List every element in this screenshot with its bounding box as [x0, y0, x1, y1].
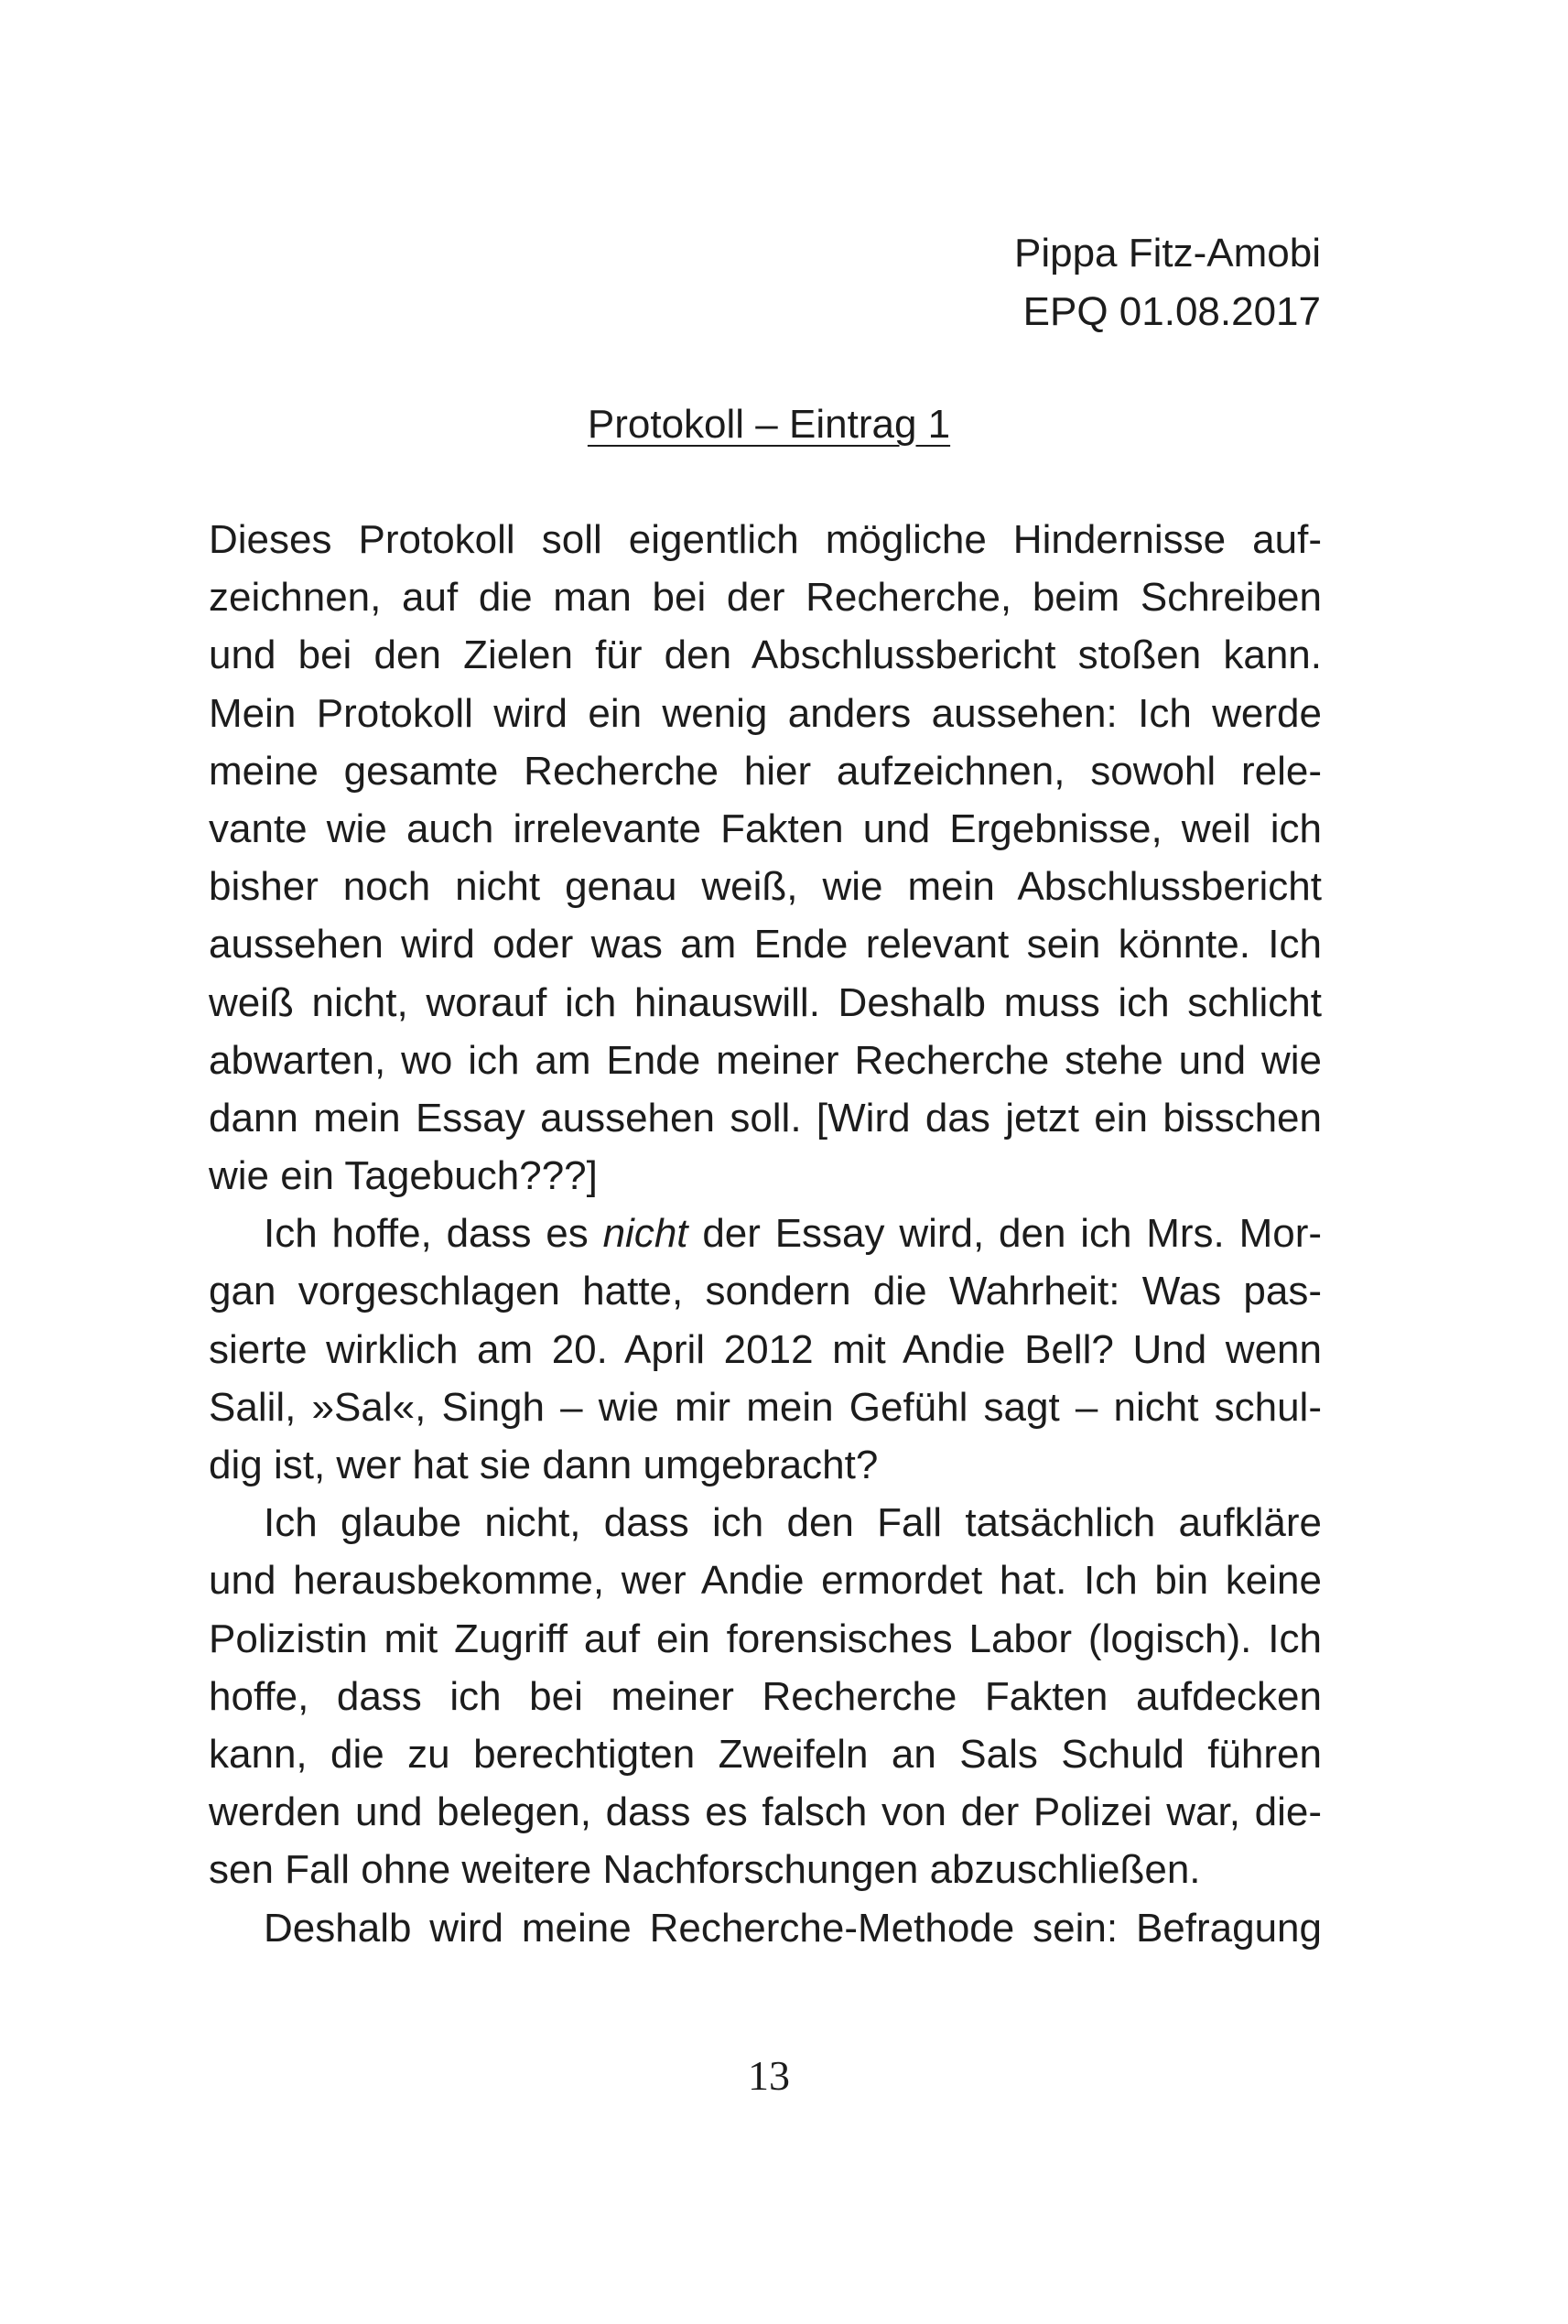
text-line: [209, 1205, 1322, 1262]
text-line: und bei den Zielen für den Abschlussbericht stoßen kann.: [209, 632, 1322, 678]
text-segment: der Essay wird, den ich Mrs. Mor-: [687, 1211, 1323, 1257]
paragraph: [209, 1899, 1322, 1957]
text-line: dann mein Essay aussehen soll. [Wird das jetzt ein bisschen: [209, 1095, 1322, 1140]
text-line: zeichnen, auf die man bei der Recherche, beim Schreiben: [209, 575, 1322, 621]
paragraph: [209, 1494, 1322, 1898]
text-line: sen Fall ohne weitere Nachforschungen abzuschließen.: [209, 1847, 1201, 1893]
text-line: Dieses Protokoll soll eigentlich mögliche Hindernisse auf-: [209, 517, 1322, 562]
text-line: Deshalb wird meine Recherche-Methode sein: Befragung: [264, 1905, 1322, 1951]
text-line: sierte wirklich am 20. April 2012 mit Andie Bell? Und wenn: [209, 1326, 1322, 1372]
text-line: abwarten, wo ich am Ende meiner Recherche stehe und wie: [209, 1037, 1322, 1083]
entry-title: Protokoll – Eintrag 1: [587, 402, 951, 447]
body-text: [209, 511, 1322, 1957]
text-line: werden und belegen, dass es falsch von der Polizei war, die-: [209, 1789, 1322, 1835]
paragraph: [209, 1205, 1322, 1494]
text-line: Salil, »Sal«, Singh – wie mir mein Gefühl sagt – nicht schul-: [209, 1384, 1322, 1430]
text-line: bisher noch nicht genau weiß, wie mein Abschlussbericht: [209, 864, 1322, 910]
text-line: kann, die zu berechtigten Zweifeln an Sals Schuld führen: [209, 1731, 1322, 1777]
course-date: EPQ 01.08.2017: [1022, 289, 1321, 334]
text-line: meine gesamte Recherche hier aufzeichnen, sowohl rele-: [209, 748, 1322, 794]
entry-heading: [0, 395, 1538, 454]
entry-header: [1014, 224, 1321, 341]
text-line: Mein Protokoll wird ein wenig anders aussehen: Ich werde: [209, 690, 1322, 736]
text-line: Polizistin mit Zugriff auf ein forensisches Labor (logisch). Ich: [209, 1616, 1322, 1661]
text-line: weiß nicht, worauf ich hinauswill. Deshalb muss ich schlicht: [209, 979, 1322, 1025]
text-segment: Ich hoffe, dass es: [264, 1211, 603, 1257]
author-name: Pippa Fitz-Amobi: [1013, 231, 1321, 276]
emphasis-word: nicht: [602, 1211, 688, 1257]
text-line: und herausbekomme, wer Andie ermordet hat. Ich bin keine: [209, 1558, 1322, 1604]
text-line: gan vorgeschlagen hatte, sondern die Wahrheit: Was pas-: [209, 1269, 1322, 1314]
text-line: hoffe, dass ich bei meiner Recherche Fakten aufdecken: [209, 1673, 1322, 1719]
text-line: vante wie auch irrelevante Fakten und Ergebnisse, weil ich: [209, 805, 1322, 851]
text-line: dig ist, wer hat sie dann umgebracht?: [209, 1443, 879, 1487]
text-line: aussehen wird oder was am Ende relevant sein könnte. Ich: [209, 922, 1322, 967]
text-line: Ich glaube nicht, dass ich den Fall tatsächlich aufkläre: [264, 1500, 1322, 1546]
text-line: wie ein Tagebuch???]: [209, 1153, 598, 1199]
paragraph: [209, 511, 1322, 1205]
page-number: 13: [748, 2052, 790, 2099]
